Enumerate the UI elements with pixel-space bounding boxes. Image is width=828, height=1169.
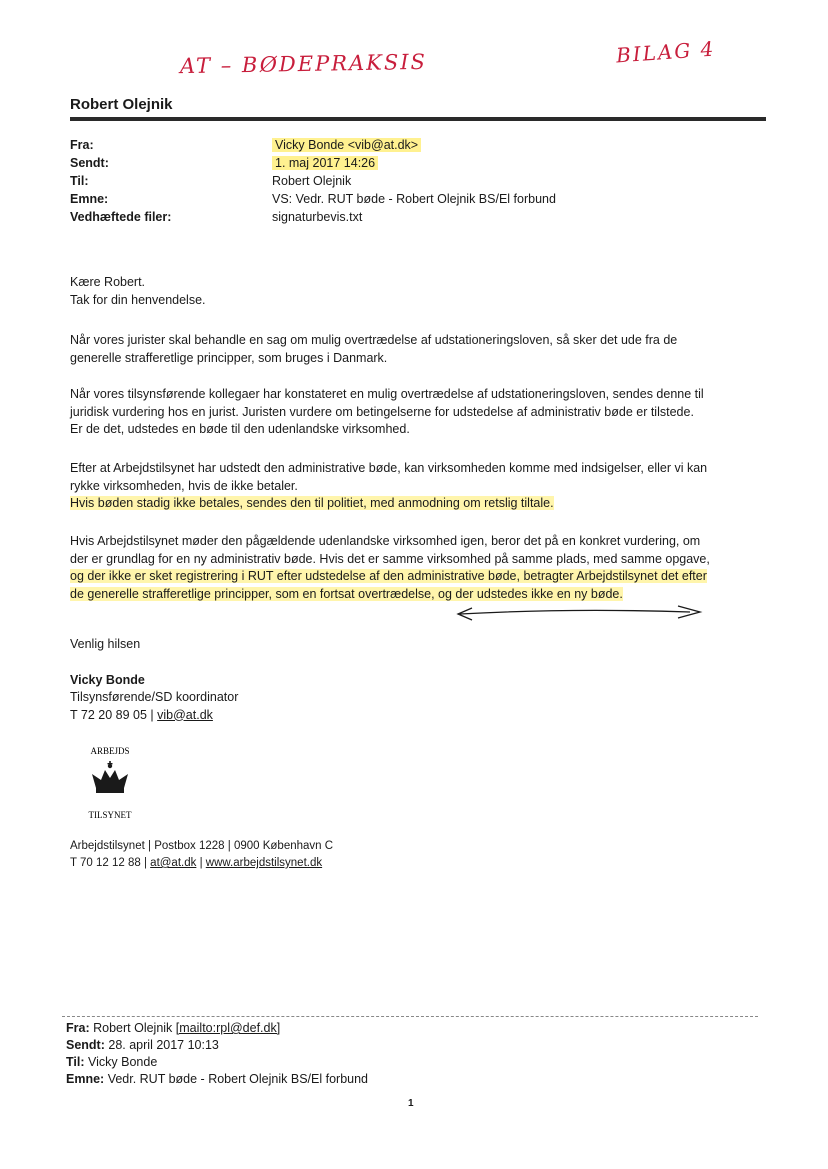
p2-line-1: Når vores tilsynsførende kollegaer har konstateret en mulig overtrædelse af udstationeringsloven, sendes denne til (70, 387, 704, 401)
org-sep-4: | (199, 857, 203, 869)
p4-line-3 (70, 568, 760, 586)
page-number: 1 (408, 1098, 414, 1109)
greeting: Kære Robert. (70, 275, 146, 289)
org-address-line (70, 838, 333, 855)
orig-subject-value: Vedr. RUT bøde - Robert Olejnik BS/El forbund (107, 1072, 368, 1086)
org-footer (70, 838, 333, 872)
orig-to-value: Vicky Bonde (88, 1055, 158, 1069)
signer-sep: | (150, 707, 154, 722)
paragraph-3 (70, 460, 760, 513)
meta-attach-row (70, 208, 710, 226)
p4-line-4-highlight: de generelle strafferetlige principper, som en fortsat overtrædelse, og der udstedes ikke en ny bøde. (70, 586, 623, 601)
p4-line-2 (70, 551, 760, 569)
p3-line-2: rykke virksomheden, hvis de ikke betaler. (70, 478, 298, 493)
org-name: Arbejdstilsynet (70, 840, 145, 852)
org-city: 0900 København C (233, 840, 334, 852)
p2-line-3: Er de det, udstedes en bøde til den udenlandske virksomhed. (70, 422, 410, 436)
p4-line-2-text: der er grundlag for en ny administrativ bøde. Hvis det er samme virksomhed på samme plads, med samme opgave, (70, 551, 710, 566)
closing: Venlig hilsen (70, 637, 141, 651)
orig-to-row (66, 1054, 368, 1071)
orig-sent-label: Sendt: (66, 1038, 105, 1052)
handwritten-title: AT – BØDEPRAKSIS (179, 49, 428, 79)
logo-letters-bottom: TILSYNET (88, 810, 132, 820)
meta-attach-label: Vedhæftede filer: (70, 210, 172, 224)
p3-highlight: Hvis bøden stadig ikke betales, sendes den til politiet, med anmodning om retslig tiltale. (70, 496, 554, 510)
crown-icon (92, 761, 128, 793)
signer-email-link[interactable]: vib@at.dk (157, 707, 213, 722)
meta-from-row (70, 136, 710, 154)
logo-letters-top: ARBEJDS (90, 746, 130, 756)
recipient-name-header: Robert Olejnik (70, 96, 173, 113)
meta-from-label: Fra: (70, 138, 94, 152)
org-phone: T 70 12 12 88 (70, 857, 141, 869)
forward-divider (62, 1016, 758, 1017)
org-sep-3: | (143, 857, 147, 869)
meta-to-row (70, 172, 710, 190)
signer-phone: T 72 20 89 05 (70, 707, 147, 722)
p4-line-3-highlight: og der ikke er sket registrering i RUT efter udstedelse af den administrative bøde, betragter Arbejdstilsynet det efter (70, 569, 707, 583)
meta-from-highlight: Vicky Bonde <vib@at.dk> (272, 138, 421, 152)
meta-sent-row (70, 154, 710, 172)
meta-subject-value: VS: Vedr. RUT bøde - Robert Olejnik BS/El forbund (272, 192, 556, 206)
p4-line-1: Hvis Arbejdstilsynet møder den pågældende udenlandske virksomhed igen, beror det på en konkret vurdering, om (70, 534, 701, 548)
meta-to-value: Robert Olejnik (272, 174, 352, 188)
org-sep-2: | (227, 840, 231, 852)
org-email-link[interactable]: at@at.dk (150, 857, 197, 869)
handwritten-bilag: BILAG 4 (615, 36, 717, 68)
orig-from-value: Robert Olejnik (93, 1021, 173, 1035)
meta-subject-label: Emne: (70, 192, 109, 206)
org-postbox: Postbox 1228 (154, 840, 225, 852)
orig-sent-row (66, 1037, 368, 1054)
p2-line-2: juridisk vurdering hos en jurist. Juristen vurdere om betingelserne for udstedelse af administrativ bøde er tilstede. (70, 404, 694, 419)
orig-from-label: Fra: (66, 1021, 90, 1035)
orig-from-row (66, 1020, 368, 1037)
signer-name: Vicky Bonde (70, 672, 145, 687)
signer-contact (70, 707, 760, 725)
orig-subject-label: Emne: (66, 1072, 105, 1086)
greeting-block (70, 274, 760, 309)
meta-to-label: Til: (70, 174, 89, 188)
meta-sent-highlight: 1. maj 2017 14:26 (272, 156, 378, 170)
meta-attach-value[interactable]: signaturbevis.txt (272, 210, 363, 224)
meta-subject-row (70, 190, 710, 208)
p3-line-3 (70, 495, 760, 513)
email-meta (70, 136, 710, 226)
paragraph-1 (70, 332, 760, 367)
paragraph-2 (70, 386, 760, 439)
org-web-link[interactable]: www.arbejdstilsynet.dk (205, 857, 323, 869)
p1-line-1: Når vores jurister skal behandle en sag om mulig overtrædelse af udstationeringsloven, så sker det ude fra de (70, 333, 678, 347)
meta-sent-label: Sendt: (70, 156, 109, 170)
thanks-line: Tak for din henvendelse. (70, 292, 206, 307)
orig-mailto-link[interactable]: [mailto:rpl@def.dk] (175, 1021, 281, 1035)
meta-from-value (272, 136, 710, 154)
p3-line-1: Efter at Arbejdstilsynet har udstedt den administrative bøde, kan virksomheden komme med indsigelser, eller vi kan (70, 461, 708, 475)
header-rule (70, 117, 766, 121)
arbejdstilsynet-logo (70, 742, 150, 822)
orig-to-label: Til: (66, 1055, 85, 1069)
original-message-header (66, 1020, 368, 1088)
orig-sent-value: 28. april 2017 10:13 (108, 1038, 219, 1052)
paragraph-4 (70, 533, 760, 603)
org-sep-1: | (148, 840, 151, 852)
org-contact-line (70, 855, 333, 872)
signer-title: Tilsynsførende/SD koordinator (70, 690, 239, 704)
handwritten-arrow-icon (450, 600, 710, 624)
p1-line-2: generelle strafferetlige principper, som bruges i Danmark. (70, 350, 388, 365)
orig-subject-row (66, 1071, 368, 1088)
meta-sent-value (272, 154, 710, 172)
signature-block (70, 636, 760, 724)
